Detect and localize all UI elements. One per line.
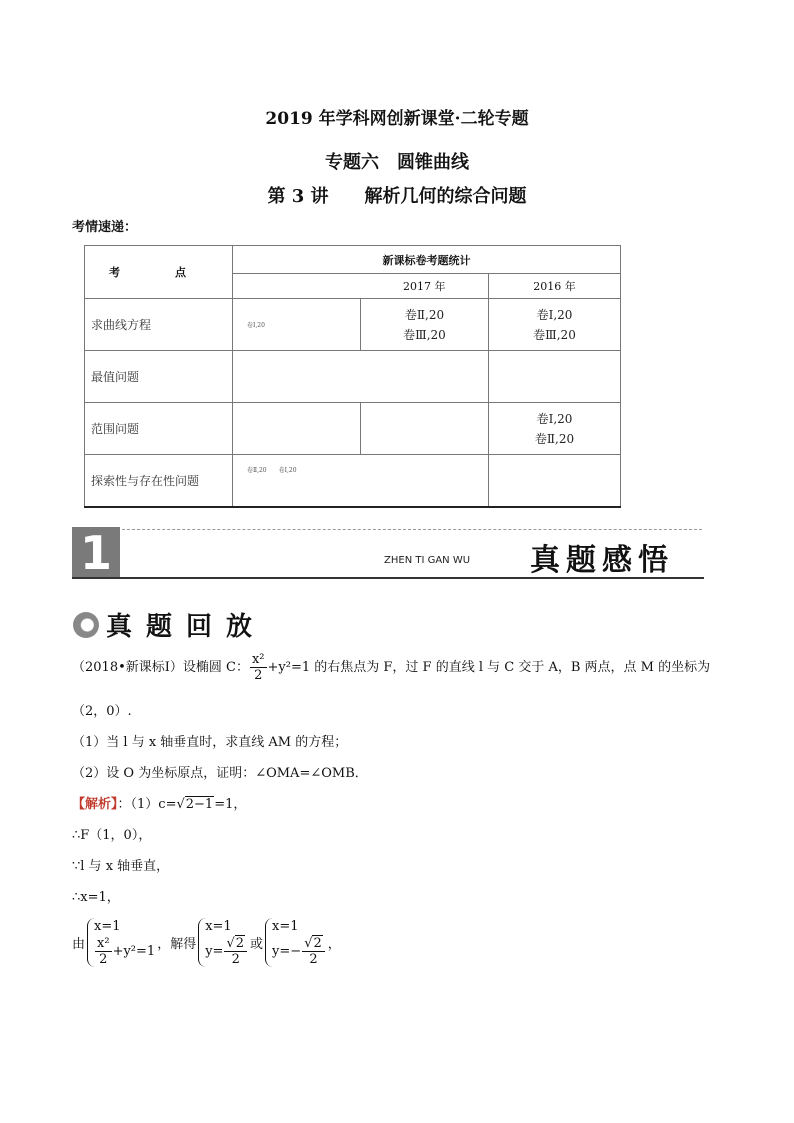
solution-system-line: [72, 918, 341, 967]
equation-system: [87, 918, 155, 967]
table-row: [85, 299, 621, 351]
table-row: [85, 351, 621, 403]
cell-empty: [489, 351, 621, 403]
system-group: [72, 918, 341, 967]
solution-line-4: ∴x=1，: [72, 890, 120, 905]
cell-empty: [233, 403, 361, 455]
section-title: 真题回放: [106, 612, 267, 642]
equation-system: [198, 918, 248, 967]
solution-text: =1，: [214, 797, 247, 812]
system-row: x=1: [205, 919, 232, 934]
cell-line: 卷Ⅲ,20: [533, 327, 576, 342]
equation-system: [265, 918, 326, 967]
exam-stats-table: [84, 245, 621, 508]
banner-pinyin: ZHEN TI GAN WU: [384, 555, 471, 566]
fraction-numerator: x²: [251, 652, 265, 667]
topic-title: 专题六 圆锥曲线: [325, 152, 469, 173]
banner-underline: [72, 577, 704, 579]
problem-line-2: （2，0）.: [72, 704, 132, 719]
system-prefix: y=: [205, 944, 224, 959]
cell-small: 卷Ⅰ,20: [233, 299, 361, 351]
cell-line: 卷Ⅲ,20: [403, 327, 446, 342]
banner-dashed-line: [122, 529, 702, 530]
problem-intro-rest: +y²=1 的右焦点为 F，过 F 的直线 l 与 C 交于 A，B 两点，点 M 的坐标为: [267, 660, 711, 675]
cell-2016: [489, 403, 621, 455]
cell-line: 卷Ⅰ,20: [536, 307, 573, 322]
fraction-numerator: √2: [302, 936, 325, 952]
fraction-denominator: 2: [99, 952, 108, 967]
lecture-title: 第 3 讲 解析几何的综合问题: [267, 186, 527, 207]
problem-line-1: [72, 652, 710, 683]
cell-line: 卷Ⅱ,20: [534, 431, 575, 446]
question-1: （1）当 l 与 x 轴垂直时，求直线 AM 的方程；: [72, 735, 348, 750]
row-label: 范围问题: [85, 403, 233, 455]
fraction: [250, 652, 267, 683]
fraction: [95, 936, 112, 967]
solution-line-2: ∴F（1，0），: [72, 828, 152, 843]
kaoqing-label: 考情速递：: [72, 220, 138, 235]
doc-title: 2019 年学科网创新课堂·二轮专题: [265, 109, 529, 129]
cell-empty: [489, 455, 621, 507]
system-tail: +y²=1: [112, 944, 156, 959]
disc-icon: [73, 612, 99, 638]
fraction: [224, 936, 247, 967]
system-row: [205, 936, 248, 967]
cell-line: 卷Ⅱ,20: [404, 307, 445, 322]
solution-text: ，解得: [157, 937, 197, 952]
solution-line-3: ∵l 与 x 轴垂直，: [72, 859, 170, 874]
cell-line: 卷Ⅰ,20: [536, 411, 573, 426]
system-row: x=1: [94, 919, 121, 934]
system-row: [272, 936, 326, 967]
system-row: x=1: [272, 919, 299, 934]
question-2: （2）设 O 为坐标原点，证明：∠OMA=∠OMB．: [72, 766, 368, 781]
header-blank: [233, 274, 361, 299]
header-kaodian: 考 点: [85, 246, 233, 299]
section-number-badge: 1: [72, 527, 120, 579]
cell-empty: [361, 403, 489, 455]
cell-2017: [361, 299, 489, 351]
problem-intro: （2018•新课标Ⅰ）设椭圆 C：: [72, 660, 249, 675]
sqrt-radicand: 2: [235, 936, 245, 951]
fraction-denominator: 2: [231, 952, 240, 967]
row-label: 最值问题: [85, 351, 233, 403]
fraction-numerator: x²: [97, 936, 110, 951]
solution-text: ：（1）c=: [117, 797, 177, 812]
cell-small: 卷Ⅱ,20 卷Ⅰ,20: [233, 455, 489, 507]
row-label: 探索性与存在性问题: [85, 455, 233, 507]
cell-empty: [233, 351, 489, 403]
solution-text: 由: [72, 937, 86, 952]
fraction-numerator: √2: [224, 936, 247, 952]
solution-text: ，: [327, 937, 341, 952]
header-year-2016: 2016 年: [489, 274, 621, 299]
header-stats: 新课标卷考题统计: [233, 246, 621, 274]
fraction: [302, 936, 325, 967]
system-prefix: y=−: [272, 944, 302, 959]
sqrt-radicand: 2−1: [185, 797, 214, 812]
cell-2016: [489, 299, 621, 351]
row-label: 求曲线方程: [85, 299, 233, 351]
solution-line-1: 【解析】：（1）c=√2−1=1，: [72, 797, 247, 812]
fraction-denominator: 2: [309, 952, 318, 967]
banner-title: 真题感悟: [530, 543, 674, 578]
table-row: [85, 403, 621, 455]
table-row: [85, 455, 621, 507]
fraction-denominator: 2: [254, 668, 263, 683]
header-year-2017: 2017 年: [361, 274, 489, 299]
solution-tag: 【解析】: [72, 797, 118, 812]
solution-text: 或: [250, 937, 264, 952]
system-row: [94, 936, 155, 967]
sqrt-radicand: 2: [313, 936, 322, 951]
